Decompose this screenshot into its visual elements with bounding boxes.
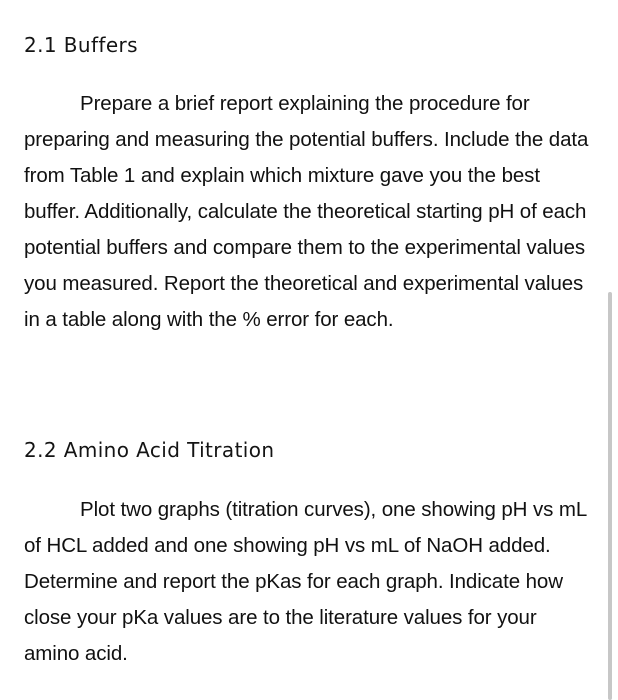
section-body-buffers: Prepare a brief report explaining the procedure for preparing and measuring the potential buffers. Include the data from Table 1 and explain which mixture gave you the best buffer. Additionally, calculate the theoretical starting pH of each potential buffers and compare them to the experimental values you measured. Report the theoretical and experimental values in a table along with the % error for each.: [24, 92, 589, 331]
section-heading-amino-acid-titration: 2.2 Amino Acid Titration: [24, 438, 275, 462]
section-body-amino-acid-titration: Plot two graphs (titration curves), one showing pH vs mL of HCL added and one showing pH vs mL of NaOH added. Determine and report the pKas for each graph. Indicate how close your pKa values are to the literature values for your amino acid.: [24, 498, 587, 665]
section-heading-buffers: 2.1 Buffers: [24, 33, 138, 57]
vertical-scrollbar[interactable]: [608, 292, 612, 700]
